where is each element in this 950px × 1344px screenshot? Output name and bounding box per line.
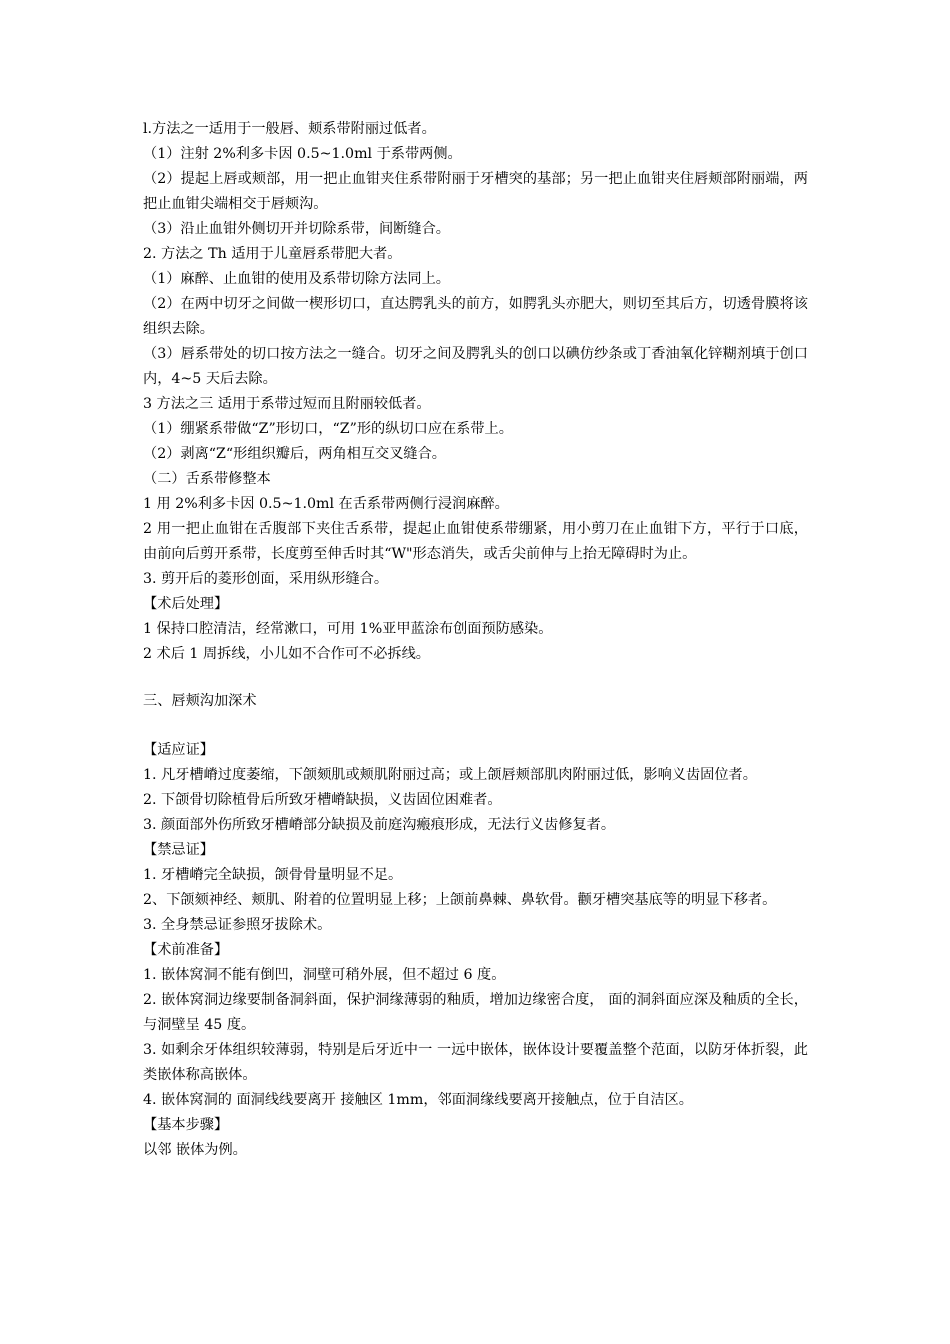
paragraph: 1 保持口腔清洁，经常漱口，可用 1%亚甲蓝涂布创面预防感染。	[143, 621, 553, 637]
paragraph: 1 用 2%利多卡因 0.5~1.0ml 在舌系带两侧行浸润麻醉。	[143, 496, 509, 512]
paragraph: （3）唇系带处的切口按方法之一缝合。切牙之间及腭乳头的创口以碘仿纱条或丁香油氧化锌糊剂填于创口内，4~5 天后去除。	[143, 346, 808, 387]
heading-indications: 【适应证】	[143, 742, 214, 758]
paragraph: （1）麻醉、止血钳的使用及系带切除方法同上。	[143, 271, 450, 287]
paragraph: l.方法之一适用于一般唇、颊系带附丽过低者。	[143, 121, 436, 137]
paragraph: 2. 嵌体窝洞边缘要制备洞斜面，保护洞缘薄弱的釉质，增加边缘密合度， 面的洞斜面应深及釉质的全长，与洞壁呈 45 度。	[143, 992, 808, 1033]
paragraph: 2、下颌颏神经、颊肌、附着的位置明显上移；上颌前鼻棘、鼻软骨。颧牙槽突基底等的明显下移者。	[143, 892, 777, 908]
paragraph: 1. 牙槽嵴完全缺损，颌骨骨量明显不足。	[143, 867, 403, 883]
paragraph: （2）在两中切牙之间做一楔形切口，直达腭乳头的前方，如腭乳头亦肥大，则切至其后方，切透骨膜将该组织去除。	[143, 296, 808, 337]
heading-preop: 【术前准备】	[143, 942, 229, 958]
paragraph: 4. 嵌体窝洞的 面洞线线要离开 接触区 1mm，邻面洞缘线要离开接触点，位于自洁区。	[143, 1092, 693, 1108]
paragraph: 3. 如剩余牙体组织较薄弱，特别是后牙近中一 一远中嵌体，嵌体设计要覆盖整个范面，以防牙体折裂，此类嵌体称高嵌体。	[143, 1042, 808, 1083]
paragraph: （1）注射 2%利多卡因 0.5~1.0ml 于系带两侧。	[143, 146, 462, 162]
paragraph: 1. 凡牙槽嵴过度萎缩，下颌颏肌或颊肌附丽过高；或上颌唇颊部肌肉附丽过低，影响义齿固位者。	[143, 767, 757, 783]
heading-contraindications: 【禁忌证】	[143, 842, 214, 858]
heading-steps: 【基本步骤】	[143, 1117, 229, 1133]
paragraph: （3）沿止血钳外侧切开并切除系带，间断缝合。	[143, 221, 450, 237]
heading-postop: 【术后处理】	[143, 596, 229, 612]
paragraph: 3. 颜面部外伤所致牙槽嵴部分缺损及前庭沟瘢痕形成，无法行义齿修复者。	[143, 817, 616, 833]
paragraph: 2 术后 1 周拆线，小儿如不合作可不必拆线。	[143, 646, 430, 662]
paragraph: 3. 剪开后的菱形创面，采用纵形缝合。	[143, 571, 389, 587]
document-body	[143, 117, 808, 1163]
spacer	[143, 714, 808, 738]
paragraph: 2. 下颌骨切除植骨后所致牙槽嵴缺损，义齿固位困难者。	[143, 792, 502, 808]
paragraph: 2 用一把止血钳在舌腹部下夹住舌系带，提起止血钳使系带绷紧，用小剪刀在止血钳下方，平行于口底，由前向后剪开系带，长度剪至伸舌时其“W"形态消失，或舌尖前伸与上抬无障碍时为止。	[143, 521, 808, 562]
spacer	[143, 667, 808, 689]
paragraph: （2）提起上唇或颊部，用一把止血钳夹住系带附丽于牙槽突的基部；另一把止血钳夹住唇颊部附丽端，两把止血钳尖端相交于唇颊沟。	[143, 171, 808, 212]
paragraph: （1）绷紧系带做“Z”形切口，“Z”形的纵切口应在系带上。	[143, 421, 513, 437]
paragraph: 以邻 嵌体为例。	[143, 1142, 247, 1158]
paragraph: 1. 嵌体窝洞不能有倒凹，洞壁可稍外展，但不超过 6 度。	[143, 967, 506, 983]
paragraph: （2）剥离“Z“形组织瓣后，两角相互交叉缝合。	[143, 446, 446, 462]
paragraph: 3. 全身禁忌证参照牙拔除术。	[143, 917, 332, 933]
paragraph: 2. 方法之 Th 适用于儿童唇系带肥大者。	[143, 246, 402, 262]
paragraph: 3 方法之三 适用于系带过短而且附丽较低者。	[143, 396, 431, 412]
section-title: 三、唇颊沟加深术	[143, 693, 257, 709]
paragraph: （二）舌系带修整本	[143, 471, 271, 487]
